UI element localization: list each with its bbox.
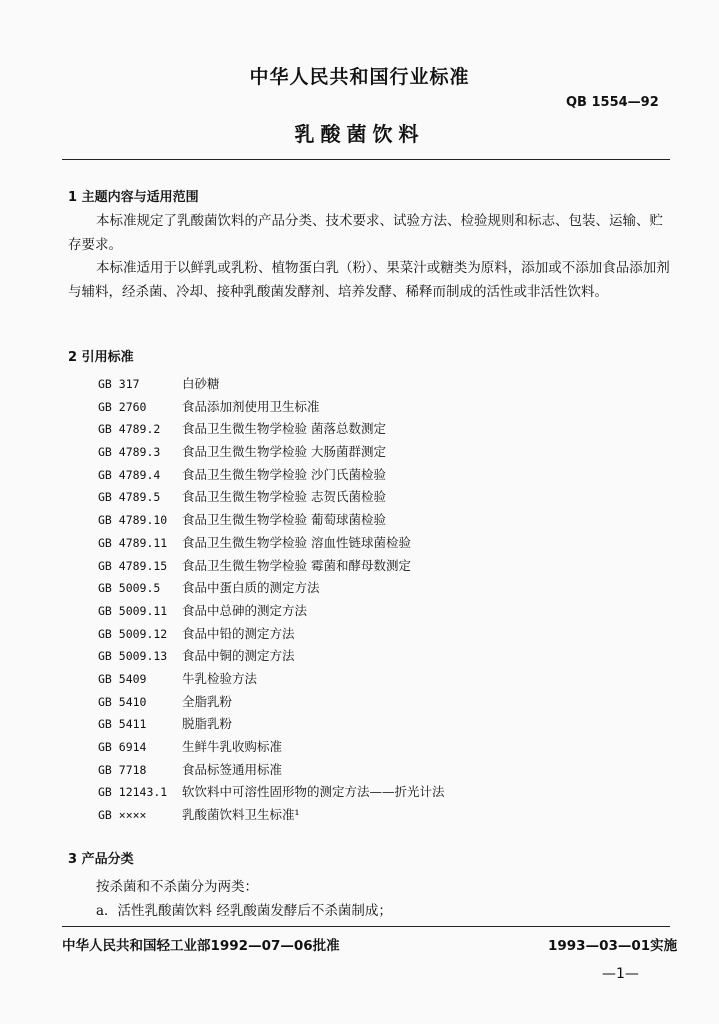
classification-intro: 按杀菌和不杀菌分为两类： — [96, 879, 258, 895]
reference-code: GB 5009.5 — [98, 581, 161, 596]
section-2-heading: 2 引用标准 — [68, 350, 134, 365]
reference-title: 牛乳检验方法 — [182, 670, 258, 686]
reference-title: 乳酸菌饮料卫生标准¹ — [182, 807, 300, 823]
reference-title: 白砂糖 — [182, 376, 220, 391]
classification-item-a: a．活性乳酸菌饮料 经乳酸菌发酵后不杀菌制成； — [96, 903, 392, 919]
reference-code: GB 12143.1 — [98, 785, 168, 800]
reference-title: 食品中铅的测定方法 — [182, 625, 295, 641]
applicability-paragraph: 本标准适用于以鲜乳或乳粉、植物蛋白乳（粉）、果菜汁或糖类为原料，添加或不添加食品添加剂与辅料，经杀菌、冷却、接种乳酸菌发酵剂、培养发酵、稀释而制成的活性或非活性饮料。 — [68, 260, 670, 300]
reference-item — [98, 669, 445, 692]
issuing-category-title: 中华人民共和国行业标准 — [249, 66, 470, 88]
reference-code: GB 4789.4 — [98, 467, 161, 482]
reference-item — [98, 419, 445, 442]
reference-item — [98, 714, 445, 737]
reference-title: 食品卫生微生物学检验 志贺氏菌检验 — [182, 489, 386, 505]
reference-item — [98, 782, 445, 805]
reference-title: 脱脂乳粉 — [182, 716, 233, 732]
reference-title: 食品卫生微生物学检验 菌落总数测定 — [182, 421, 386, 437]
reference-item — [98, 442, 445, 465]
reference-code: GB 5009.13 — [98, 649, 168, 664]
reference-title: 食品卫生微生物学检验 葡萄球菌检验 — [182, 512, 386, 528]
reference-item — [98, 510, 445, 533]
document-title: 乳酸菌饮料 — [294, 122, 425, 146]
scope-paragraph: 本标准规定了乳酸菌饮料的产品分类、技术要求、试验方法、检验规则和标志、包装、运输、贮存要求。 — [68, 213, 663, 253]
reference-code: GB 7718 — [98, 762, 147, 777]
reference-title: 食品卫生微生物学检验 大肠菌群测定 — [182, 444, 386, 460]
reference-code: GB 5009.12 — [98, 626, 168, 641]
reference-title: 食品卫生微生物学检验 溶血性链球菌检验 — [182, 534, 411, 550]
reference-code: GB 4789.15 — [98, 558, 168, 573]
reference-title: 软饮料中可溶性固形物的测定方法——折光计法 — [182, 784, 445, 800]
reference-title: 食品标签通用标准 — [182, 761, 283, 777]
reference-code: GB 4789.5 — [98, 490, 161, 505]
reference-title: 全脂乳粉 — [182, 693, 233, 709]
reference-item — [98, 533, 445, 556]
reference-item — [98, 601, 445, 624]
reference-code: GB 5410 — [98, 694, 147, 709]
reference-title: 食品中蛋白质的测定方法 — [182, 580, 320, 596]
page-number: —1— — [602, 966, 639, 982]
reference-item — [98, 397, 445, 420]
reference-code: GB 2760 — [98, 399, 147, 414]
reference-item — [98, 487, 445, 510]
footer-rule — [62, 926, 670, 927]
reference-title: 食品中铜的测定方法 — [182, 648, 295, 664]
reference-code: GB 4789.11 — [98, 535, 168, 550]
reference-item — [98, 737, 445, 760]
reference-code: GB 4789.2 — [98, 422, 161, 437]
section-1-body — [68, 210, 674, 304]
standard-code: QB 1554—92 — [566, 95, 659, 110]
reference-code: GB ×××× — [98, 808, 147, 823]
reference-item — [98, 692, 445, 715]
approval-statement: 中华人民共和国轻工业部1992—07—06批准 — [62, 938, 340, 954]
reference-item — [98, 624, 445, 647]
reference-item — [98, 805, 445, 828]
reference-code: GB 5409 — [98, 671, 147, 686]
reference-item — [98, 465, 445, 488]
section-1-heading: 1 主题内容与适用范围 — [68, 190, 199, 205]
reference-item — [98, 556, 445, 579]
reference-code: GB 5009.11 — [98, 603, 168, 618]
header-rule — [62, 159, 670, 160]
reference-code: GB 4789.3 — [98, 445, 161, 460]
reference-item — [98, 374, 445, 397]
reference-code: GB 6914 — [98, 740, 147, 754]
reference-title: 食品中总砷的测定方法 — [182, 602, 308, 618]
reference-item — [98, 760, 445, 783]
reference-code: GB 5411 — [98, 717, 147, 732]
reference-title: 食品卫生微生物学检验 霉菌和酵母数测定 — [182, 557, 411, 573]
reference-code: GB 317 — [98, 377, 140, 391]
normative-references-list — [98, 374, 445, 828]
section-3-heading: 3 产品分类 — [68, 852, 134, 867]
effective-date: 1993—03—01实施 — [548, 938, 678, 954]
reference-title: 食品卫生微生物学检验 沙门氏菌检验 — [182, 466, 386, 482]
reference-title: 食品添加剂使用卫生标准 — [182, 398, 320, 414]
reference-item — [98, 646, 445, 669]
reference-item — [98, 578, 445, 601]
reference-title: 生鲜牛乳收购标准 — [182, 739, 283, 754]
reference-code: GB 4789.10 — [98, 513, 168, 528]
